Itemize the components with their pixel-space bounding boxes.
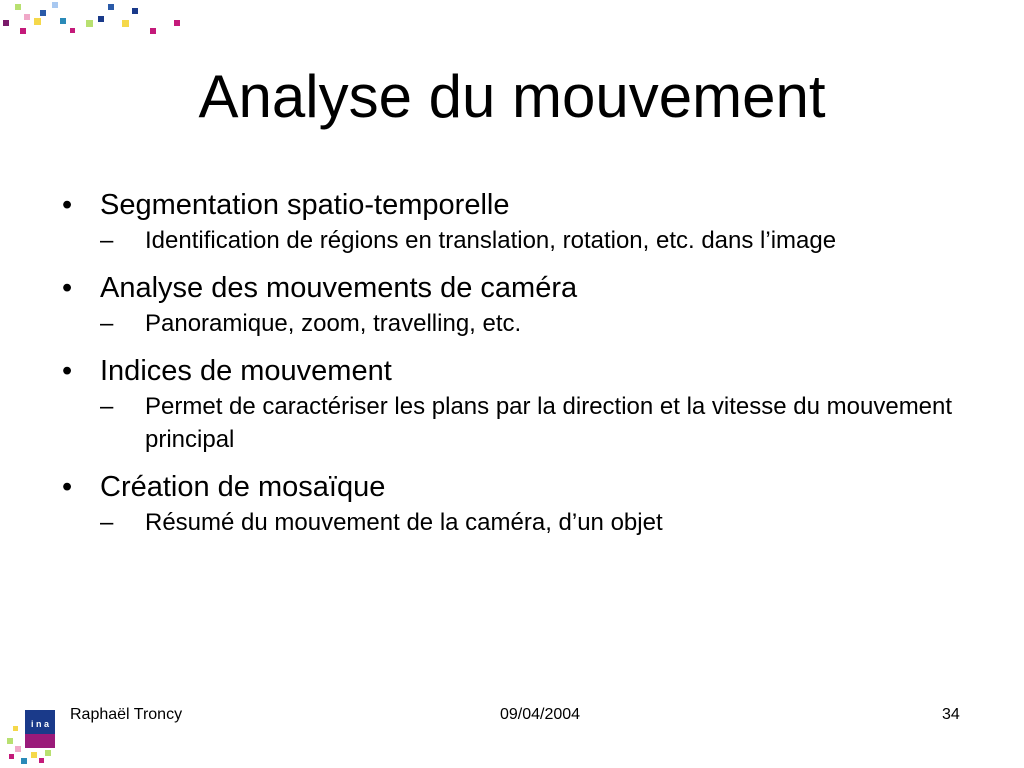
bullet-marker: • bbox=[62, 272, 73, 304]
footer-date: 09/04/2004 bbox=[500, 706, 581, 723]
footer-author: Raphaël Troncy bbox=[70, 706, 183, 723]
bullet-text: Analyse des mouvements de caméra bbox=[100, 272, 578, 304]
ina-logo-icon bbox=[5, 704, 67, 766]
sub-bullet-item bbox=[100, 224, 958, 257]
svg-text:i n a: i n a bbox=[30, 719, 50, 729]
bullet-marker: • bbox=[62, 355, 73, 387]
bullet-marker: • bbox=[62, 471, 73, 503]
bullet-marker: • bbox=[62, 189, 73, 221]
bullet-text: Création de mosaïque bbox=[100, 471, 386, 503]
sub-bullet-text: Permet de caractériser les plans par la direction et la vitesse du mouvement principal bbox=[145, 393, 953, 453]
sub-bullet-item bbox=[100, 390, 958, 456]
bullet-item bbox=[58, 352, 958, 390]
bullet-item bbox=[58, 468, 958, 506]
footer-page-number: 34 bbox=[942, 706, 960, 723]
sub-bullet-text: Identification de régions en translation, rotation, etc. dans l’image bbox=[145, 227, 837, 254]
sub-bullet-item bbox=[100, 506, 958, 539]
bullet-item bbox=[58, 269, 958, 307]
bullet-text: Segmentation spatio-temporelle bbox=[100, 189, 510, 221]
sub-bullet-text: Panoramique, zoom, travelling, etc. bbox=[145, 310, 522, 337]
sub-bullet-marker: – bbox=[100, 393, 114, 420]
sub-bullet-marker: – bbox=[100, 310, 114, 337]
slide-title: Analyse du mouvement bbox=[198, 63, 826, 130]
decorative-squares-icon bbox=[0, 0, 190, 40]
sub-bullet-marker: – bbox=[100, 227, 114, 254]
sub-bullet-text: Résumé du mouvement de la caméra, d’un objet bbox=[145, 509, 663, 536]
bullet-item bbox=[58, 186, 958, 224]
sub-bullet-item bbox=[100, 307, 958, 340]
bullet-list bbox=[58, 186, 958, 539]
sub-bullet-marker: – bbox=[100, 509, 114, 536]
bullet-text: Indices de mouvement bbox=[100, 355, 392, 387]
